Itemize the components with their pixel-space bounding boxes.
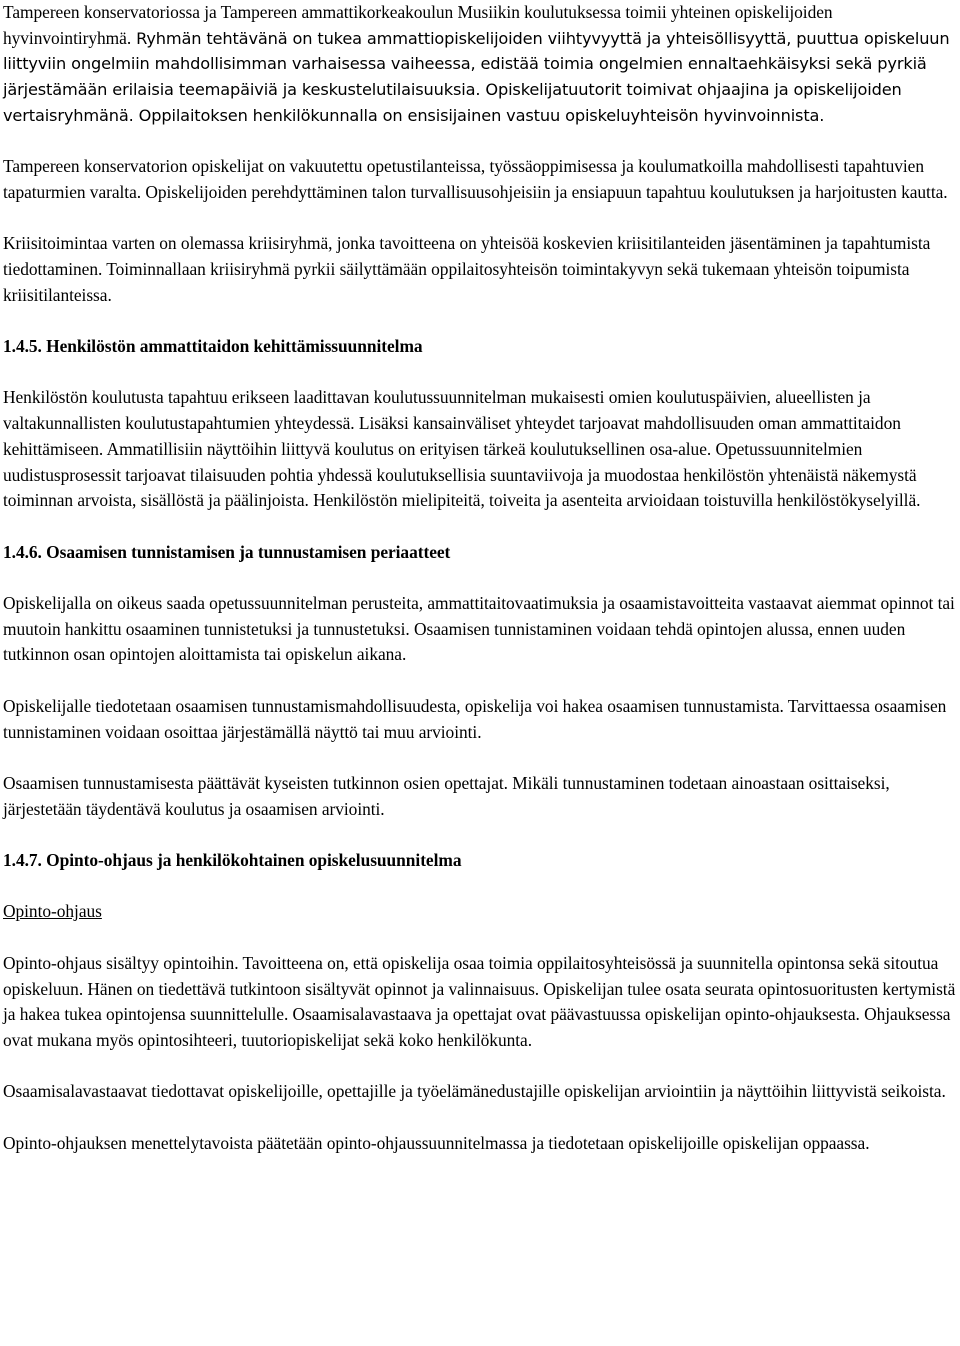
paragraph-crisis-group: Kriisitoimintaa varten on olemassa kriisiryhmä, jonka tavoitteena on yhteisöä koskevien kriisitilanteiden jäsentäminen ja tapahtumista tiedottaminen. Toiminnallaan kriisiryhmä pyrkii säilyttämään oppilaitosyhteisön toimintakyvyn sekä tukemaan yhteisön toipumista kriisitilanteissa. xyxy=(3,233,931,305)
document-page xyxy=(3,0,959,1182)
paragraph-insurance: Tampereen konservatorion opiskelijat on vakuutettu opetustilanteissa, työssäoppimisessa ja koulumatkoilla mahdollisesti tapahtuvien tapaturmien varalta. Opiskelijoiden perehdyttäminen talon turvallisuusohjeisiin ja ensiapuun tapahtuu koulutuksen ja harjoitusten kautta. xyxy=(3,156,948,202)
paragraph-wellbeing-group-intro: Tampereen konservatoriossa ja Tampereen ammattikorkeakoulun Musiikin koulutuksessa toimii yhteinen opiskelijoiden hyvinvointiryhmä. xyxy=(3,2,833,48)
paragraph-recognition-info: Opiskelijalle tiedotetaan osaamisen tunnustamismahdollisuudesta, opiskelija voi hakea osaamisen tunnustamista. Tarvittaessa osaamisen tunnistaminen voidaan osoittaa järjestämällä näyttö tai muu arviointi. xyxy=(3,695,947,742)
paragraph-wellbeing-group-tasks: Ryhmän tehtävänä on tukea ammattiopiskelijoiden viihtyvyyttä ja yhteisöllisyyttä, puuttua opiskeluun liittyviin ongelmiin mahdollisimman varhaisessa vaiheessa, edistää toimia ongelmien ennaltaehkäisyksi sekä pyrkiä järjestämään erilaisia teemapäiviä ja keskustelutilaisuuksia. Opiskelijatuutorit toimivat ohjaajina ja opiskelijoiden vertaisryhmänä. Oppilaitoksen henkilökunnalla on ensisijainen vastuu opiskeluyhteisön hyvinvoinnista. xyxy=(3,28,950,125)
paragraph-wellbeing-group xyxy=(3,0,959,129)
paragraph-recognition-rights: Opiskelijalla on oikeus saada opetussuunnitelman perusteita, ammattitaitovaatimuksia ja osaamistavoitteita vastaavat aiemmat opinnot tai muutoin hankittu osaaminen tunnistetuksi ja tunnustetuksi. Osaamisen tunnistaminen voidaan tehdä opintojen alussa, ennen uuden tutkinnon osan opintojen aloittamista tai opiskelun aikana. xyxy=(3,593,955,665)
paragraph-assessment-info: Osaamisalavastaavat tiedottavat opiskelijoille, opettajille ja työelämänedustajille opiskelijan arviointiin ja näyttöihin liittyvistä seikoista. xyxy=(3,1081,946,1102)
heading-1-4-6: 1.4.6. Osaamisen tunnistamisen ja tunnustamisen periaatteet xyxy=(3,541,451,562)
paragraph-study-guidance: Opinto-ohjaus sisältyy opintoihin. Tavoitteena on, että opiskelija osaa toimia oppilaitosyhteisössä ja suunnitella opintonsa sekä sitoutua opiskeluun. Hänen on tiedettävä tutkintoon sisältyvät opinnot ja valinnaisuus. Opiskelijan tulee osata seurata opintosuoritusten kertymistä ja hakea tukea opintojensa suunnittelulle. Osaamisalavastaava ja opettajat ovat päävastuussa opiskelijan opinto-ohjauksesta. Ohjauksessa ovat mukana myös opintosihteeri, tuutoriopiskelijat sekä koko henkilökunta. xyxy=(3,952,956,1050)
subheading-study-guidance: Opinto-ohjaus xyxy=(3,901,102,922)
paragraph-recognition-decision: Osaamisen tunnustamisesta päättävät kyseisten tutkinnon osien opettajat. Mikäli tunnustaminen todetaan ainoastaan osittaiseksi, järjestetään täydentävä koulutus ja osaamisen arviointi. xyxy=(3,772,890,819)
paragraph-staff-training: Henkilöstön koulutusta tapahtuu erikseen laadittavan koulutussuunnitelman mukaisesti omien koulutuspäivien, alueellisten ja valtakunnallisten koulutustapahtumien yhteydessä. Lisäksi kansainväliset yhteydet tarjoavat mahdollisuuden oman ammattitaidon kehittämiseen. Ammatillisiin näyttöihin liittyvä koulutus on erityisen tärkeä koulutuksellinen osa-alue. Opetussuunnitelmien uudistusprosessit tarjoavat tilaisuuden pohtia yhdessä koulutuksellisia suuntaviivoja ja muodostaa henkilöstön yhtenäistä näkemystä toiminnan arvoista, sisällöstä ja päälinjoista. Henkilöstön mielipiteitä, toiveita ja asenteita arvioidaan toistuvilla henkilöstökyselyillä. xyxy=(3,387,921,511)
heading-1-4-7: 1.4.7. Opinto-ohjaus ja henkilökohtainen opiskelusuunnitelma xyxy=(3,850,462,871)
heading-1-4-5: 1.4.5. Henkilöstön ammattitaidon kehittämissuunnitelma xyxy=(3,336,423,357)
paragraph-guidance-plan: Opinto-ohjauksen menettelytavoista päätetään opinto-ohjaussuunnitelmassa ja tiedotetaan opiskelijoille opiskelijan oppaassa. xyxy=(3,1132,870,1153)
